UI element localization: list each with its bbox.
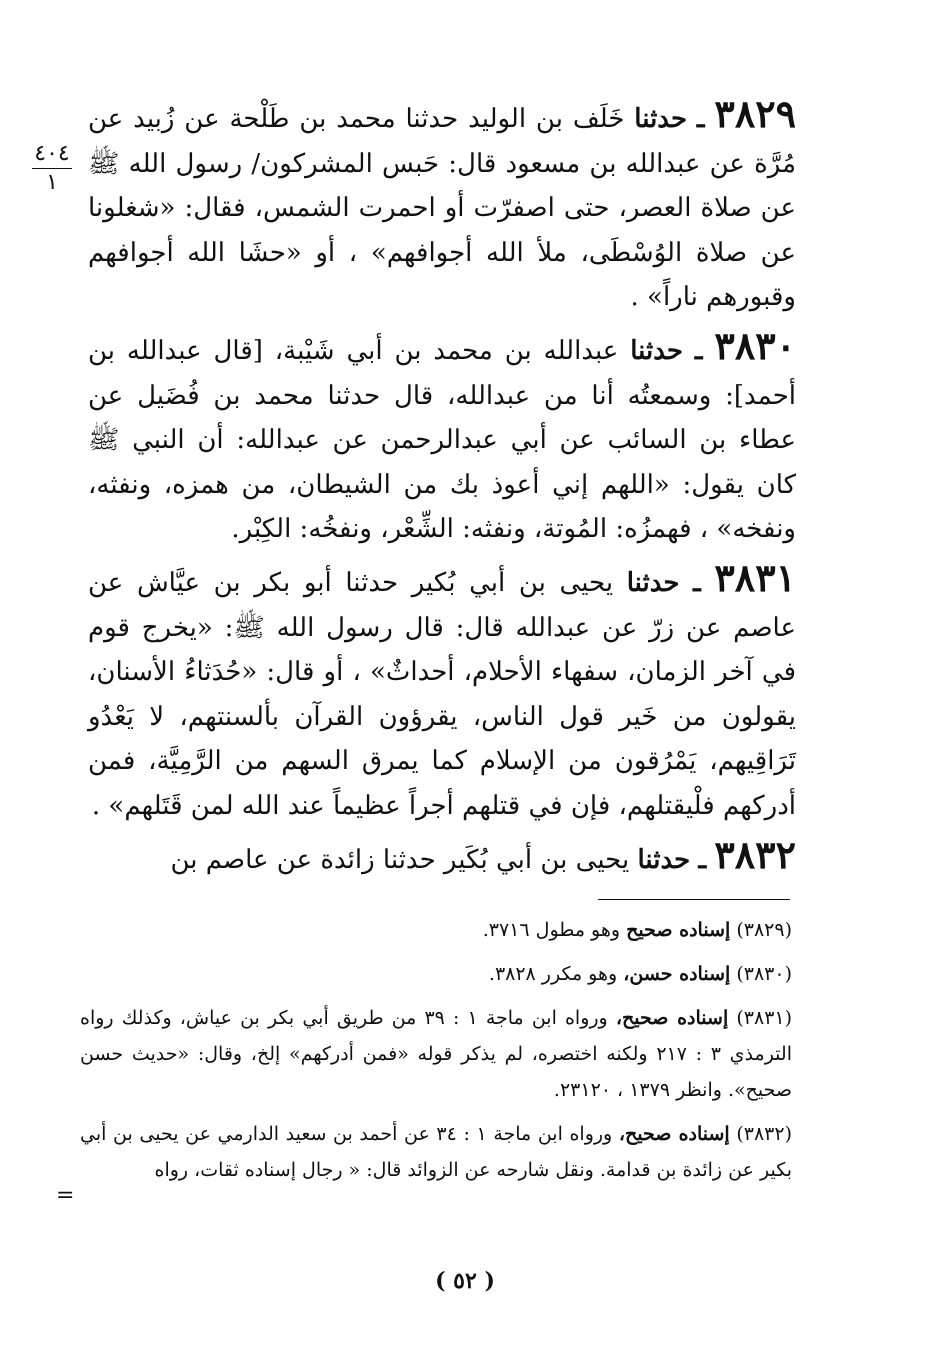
footnote-3831 bbox=[80, 1000, 792, 1108]
continuation-mark: = bbox=[56, 1183, 75, 1208]
hadith-number: ٣٨٢٩ bbox=[714, 91, 797, 136]
hadith-text: يحيى بن أبي بُكير حدثنا أبو بكر بن عيَّاش عن عاصم عن زرّ عن عبدالله قال: قال رسول الله ﷺ: «يخرج قوم في آخر الزمان، سفهاء الأحلام، أحداثٌ» ، أو قال: «حُدَثاءُ الأسنان، يقولون من خَير قول الناس، يقرؤون القرآن بألسنتهم، لا يَعْدُو تَرَاقِيهم، يَمْرُقون من الإسلام كما يمرق السهم من الرَّمِيَّة، فمن أدركهم فلْيقتلهم، فإن في قتلهم أجراً عظيماً عند الله لمن قَتَلهم» . bbox=[88, 567, 796, 821]
page-number: ( ٥٢ ) bbox=[435, 1268, 495, 1294]
margin-reference-rule bbox=[32, 168, 72, 169]
margin-reference-top: ٤٠٤ bbox=[34, 141, 70, 166]
footnote-3829 bbox=[80, 912, 792, 948]
footnote-keyword: إسناده صحيح، bbox=[618, 1123, 730, 1145]
footnote-text: وهو مطول ٣٧١٦. bbox=[482, 919, 621, 941]
hadith-keyword: حدثنا bbox=[626, 567, 680, 598]
footnote-separator bbox=[598, 899, 790, 900]
hadith-3830 bbox=[88, 324, 796, 552]
footnote-ref: (٣٨٣٠) bbox=[736, 963, 792, 985]
hadith-dash: ـ bbox=[693, 567, 701, 598]
hadith-text: عبدالله بن محمد بن أبي شَيْبة، [قال عبدالله بن أحمد]: وسمعتُه أنا من عبدالله، قال حدثنا محمد بن فُضَيل عن عطاء بن السائب عن أبي عبدالرحمن عن عبدالله: أن النبي ﷺ كان يقول: «اللهم إني أعوذ بك من الشيطان، من همزه، ونفثه، ونفخه» ، فهمزُه: المُوتة، ونفثه: الشِّعْر، ونفخُه: الكِبْر. bbox=[88, 335, 796, 545]
hadith-number: ٣٨٣٠ bbox=[714, 322, 797, 368]
hadith-3829 bbox=[88, 92, 796, 320]
footnote-ref: (٣٨٣٢) bbox=[736, 1123, 793, 1145]
hadith-text: خَلَف بن الوليد حدثنا محمد بن طَلْحة عن زُبيد عن مُرَّة عن عبدالله بن مسعود قال: حَبس المشركون/ رسول الله ﷺ عن صلاة العصر، حتى اصفرّت أو احمرت الشمس، فقال: «شغلونا عن صلاة الوُسْطَى، ملأ الله أجوافهم» ، أو «حشَا الله أجوافهم وقبورهم ناراً» . bbox=[88, 104, 796, 313]
footnotes bbox=[80, 912, 792, 1196]
footnote-text: ورواه ابن ماجة ١ : ٣٤ عن أحمد بن سعيد الدارمي عن يحيى بن أبي بكير عن زائدة بن قدامة. ونقل شارحه عن الزوائد قال: « رجال إسناده ثقات، رواه bbox=[80, 1123, 792, 1181]
footnote-keyword: إسناده صحيح bbox=[626, 919, 731, 941]
hadith-text-body bbox=[88, 92, 796, 886]
hadith-number: ٣٨٣١ bbox=[714, 554, 797, 600]
hadith-number: ٣٨٣٢ bbox=[714, 831, 796, 877]
hadith-3831 bbox=[88, 556, 796, 829]
hadith-3832 bbox=[88, 833, 796, 883]
footnote-3832 bbox=[80, 1116, 792, 1188]
hadith-dash: ـ bbox=[698, 844, 707, 875]
hadith-dash: ـ bbox=[694, 335, 703, 366]
footnote-text: وهو مكرر ٣٨٢٨. bbox=[488, 963, 618, 985]
footnote-keyword: إسناده حسن، bbox=[623, 963, 731, 985]
footnote-3830 bbox=[80, 956, 792, 992]
hadith-text: يحيى بن أبي بُكَير حدثنا زائدة عن عاصم بن bbox=[170, 844, 630, 875]
footnote-keyword: إسناده صحيح، bbox=[615, 1007, 729, 1029]
footnote-ref: (٣٨٢٩) bbox=[736, 919, 792, 941]
hadith-dash: ـ bbox=[696, 104, 705, 134]
hadith-keyword: حدثنا bbox=[634, 104, 688, 134]
footnote-text: ورواه ابن ماجة ١ : ٣٩ من طريق أبي بكر بن عياش، وكذلك رواه الترمذي ٣ : ٢١٧ ولكنه اختصره، لم يذكر قوله «فمن أدركهم» إلخ، وقال: «حديث حسن صحيح». وانظر ١٣٧٩ ، ٢٣١٢٠. bbox=[80, 1007, 792, 1101]
hadith-keyword: حدثنا bbox=[637, 844, 691, 875]
margin-reference-bottom: ١ bbox=[46, 170, 58, 195]
hadith-keyword: حدثنا bbox=[630, 335, 683, 366]
footnote-ref: (٣٨٣١) bbox=[736, 1007, 793, 1029]
margin-volume-reference bbox=[30, 142, 74, 195]
